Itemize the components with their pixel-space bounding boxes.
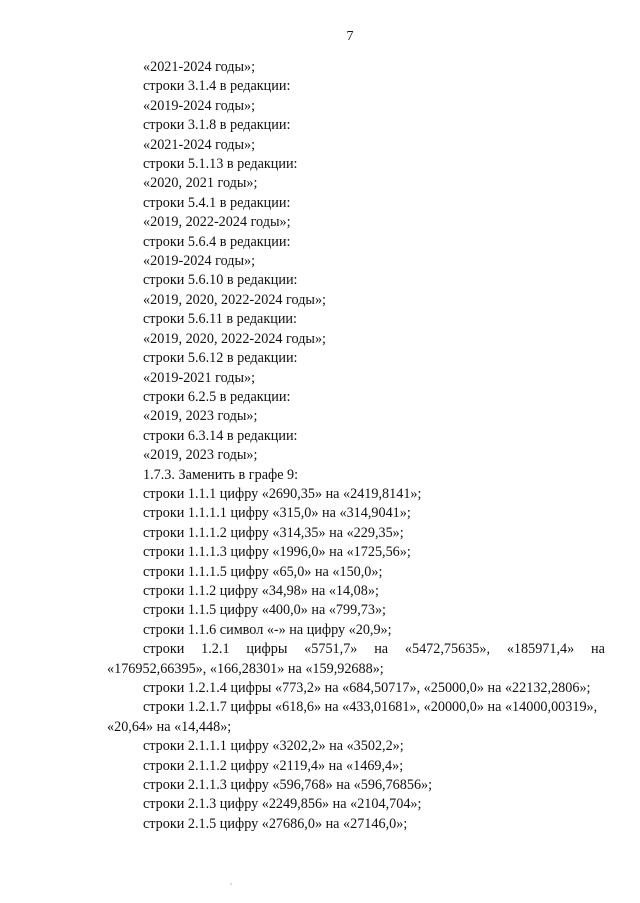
word: «5472,75635», xyxy=(404,641,491,658)
scan-artifact-dot xyxy=(230,883,232,885)
text-line: «2019-2024 годы»; xyxy=(143,253,256,270)
text-line: «2021-2024 годы»; xyxy=(143,136,256,153)
document-body xyxy=(107,58,605,834)
text-line: строки 5.4.1 в редакции: xyxy=(143,194,291,211)
text-line: строки 2.1.3 цифру «2249,856» на «2104,704»; xyxy=(143,796,422,813)
section-heading: 1.7.3. Заменить в графе 9: xyxy=(143,466,299,483)
text-line: строки 2.1.1.1 цифру «3202,2» на «3502,2»; xyxy=(143,738,404,755)
text-line: «2019, 2023 годы»; xyxy=(143,447,258,464)
text-line: строки 3.1.4 в редакции: xyxy=(143,78,291,95)
text-line: «2020, 2021 годы»; xyxy=(143,175,258,192)
word: 1.2.1 xyxy=(201,641,230,658)
text-line: строки 3.1.8 в редакции: xyxy=(143,117,291,134)
word: строки xyxy=(143,641,185,658)
paragraph-1-2-1-7-continuation: «20,64» на «14,448»; xyxy=(107,718,232,735)
text-line: строки 6.2.5 в редакции: xyxy=(143,388,291,405)
paragraph-1-2-1-continuation: «176952,66395», «166,28301» на «159,92688»; xyxy=(107,660,384,677)
text-line: строки 1.1.1.5 цифру «65,0» на «150,0»; xyxy=(143,563,383,580)
text-line: строки 5.6.11 в редакции: xyxy=(143,311,297,328)
word: на xyxy=(374,641,389,658)
text-line: строки 1.2.1.4 цифры «773,2» на «684,50717», «25000,0» на «22132,2806»; xyxy=(143,680,591,696)
text-line: «2019, 2022-2024 годы»; xyxy=(143,214,291,231)
text-line: строки 2.1.1.3 цифру «596,768» на «596,76856»; xyxy=(143,777,433,794)
word: «185971,4» xyxy=(506,641,575,658)
text-line: строки 1.1.1.3 цифру «1996,0» на «1725,56»; xyxy=(143,544,411,561)
text-line: строки 1.1.5 цифру «400,0» на «799,73»; xyxy=(143,602,386,619)
paragraph-1-2-1-7-first-line: строки 1.2.1.7 цифры «618,6» на «433,01681», «20000,0» на «14000,00319», xyxy=(143,699,598,716)
text-line: строки 2.1.5 цифру «27686,0» на «27146,0»; xyxy=(143,815,408,832)
text-line: «2019-2021 годы»; xyxy=(143,369,256,386)
word: на xyxy=(591,641,605,658)
text-line: «2021-2024 годы»; xyxy=(143,59,256,75)
text-line: строки 6.3.14 в редакции: xyxy=(143,427,298,444)
text-line: строки 5.1.13 в редакции: xyxy=(143,156,298,173)
text-line: строки 1.1.1 цифру «2690,35» на «2419,8141»; xyxy=(143,485,422,502)
text-line: строки 1.1.2 цифру «34,98» на «14,08»; xyxy=(143,582,379,599)
page-number: 7 xyxy=(346,29,354,44)
text-line: «2019, 2020, 2022-2024 годы»; xyxy=(143,330,326,347)
paragraph-1-2-1-first-line xyxy=(107,640,605,659)
word: цифры xyxy=(246,641,288,658)
text-line: строки 5.6.4 в редакции: xyxy=(143,233,291,250)
text-line: строки 5.6.12 в редакции: xyxy=(143,350,298,367)
text-line: «2019-2024 годы»; xyxy=(143,97,256,114)
text-line: строки 5.6.10 в редакции: xyxy=(143,272,298,289)
text-line: «2019, 2023 годы»; xyxy=(143,408,258,425)
word: «5751,7» xyxy=(304,641,358,658)
text-line: «2019, 2020, 2022-2024 годы»; xyxy=(143,291,326,308)
text-line: строки 1.1.6 символ «-» на цифру «20,9»; xyxy=(143,621,392,638)
text-line: строки 1.1.1.1 цифру «315,0» на «314,9041»; xyxy=(143,505,411,522)
text-line: строки 1.1.1.2 цифру «314,35» на «229,35»; xyxy=(143,524,404,541)
text-line: строки 2.1.1.2 цифру «2119,4» на «1469,4»; xyxy=(143,757,404,774)
